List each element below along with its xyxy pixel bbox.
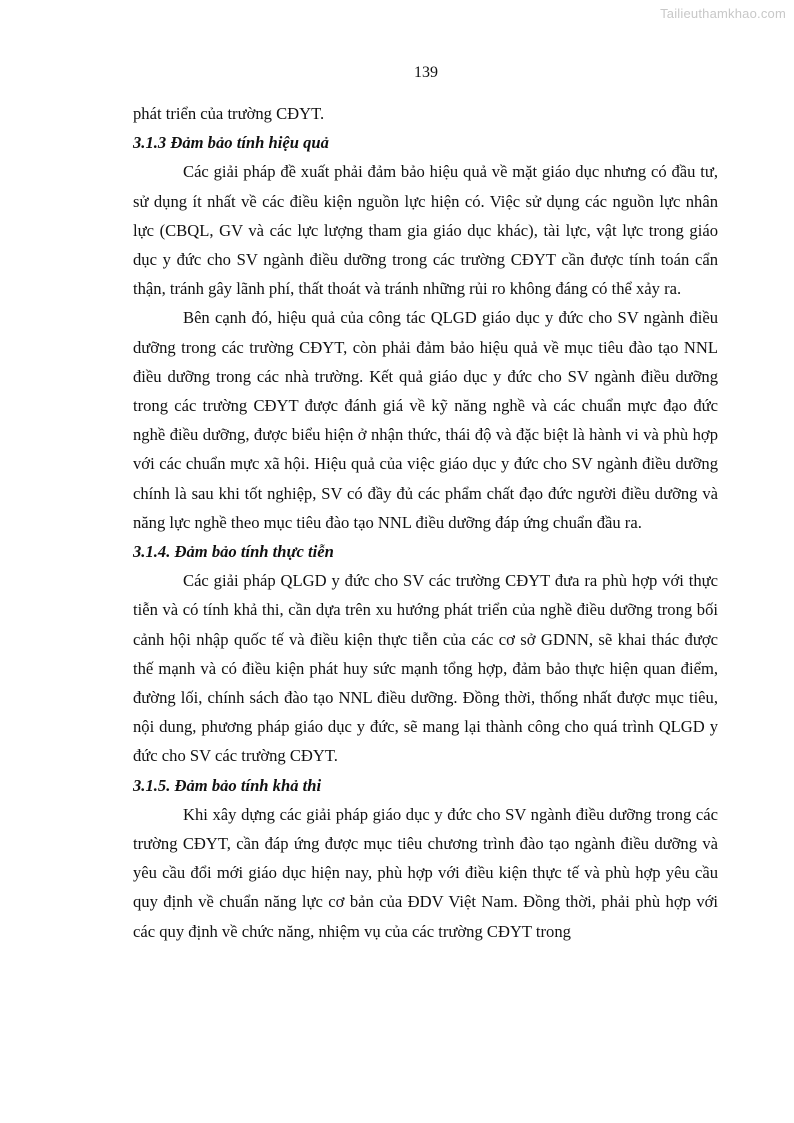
paragraph-continuation: phát triển của trường CĐYT. — [133, 104, 325, 123]
section-heading-3-1-5: 3.1.5. Đảm bảo tính khả thi — [133, 775, 322, 795]
paragraph: Các giải pháp QLGD y đức cho SV các trường CĐYT đưa ra phù hợp với thực tiễn và có tính khả thi, cần dựa trên xu hướng phát triển của nghề điều dưỡng trong bối cảnh hội nhập quốc tế và điều kiện thực tiễn của các cơ sở GDNN, sẽ khai thác được thế mạnh và có điều kiện phát huy sức mạnh tổng hợp, đảm bảo thực hiện quan điểm, đường lối, chính sách đào tạo NNL điều dưỡng. Đồng thời, thống nhất được mục tiêu, nội dung, phương pháp giáo dục y đức, sẽ mang lại thành công cho quá trình QLGD y đức cho SV các trường CĐYT. — [133, 571, 718, 766]
page-number: 139 — [414, 64, 438, 81]
document-body — [133, 99, 718, 946]
section-heading-3-1-4: 3.1.4. Đảm bảo tính thực tiễn — [133, 542, 334, 562]
paragraph: Bên cạnh đó, hiệu quả của công tác QLGD giáo dục y đức cho SV ngành điều dưỡng trong các trường CĐYT, còn phải đảm bảo hiệu quả về mục tiêu đào tạo NNL điều dưỡng trong các nhà trường. Kết quả giáo dục y đức cho SV ngành điều dưỡng trong các trường CĐYT được đánh giá về kỹ năng nghề và các chuẩn mực đạo đức nghề điều dưỡng, được biểu hiện ở nhận thức, thái độ và đặc biệt là hành vi và phù hợp với các chuẩn mực xã hội. Hiệu quả của việc giáo dục y đức cho SV ngành điều dưỡng chính là sau khi tốt nghiệp, SV có đầy đủ các phẩm chất đạo đức người điều dưỡng và năng lực nghề theo mục tiêu đào tạo NNL điều dưỡng đáp ứng chuẩn đầu ra. — [133, 308, 718, 532]
section-heading-3-1-3: 3.1.3 Đảm bảo tính hiệu quả — [133, 133, 329, 153]
paragraph: Các giải pháp đề xuất phải đảm bảo hiệu quả về mặt giáo dục nhưng có đầu tư, sử dụng ít nhất về các điều kiện nguồn lực hiện có. Việc sử dụng các nguồn lực nhân lực (CBQL, GV và các lực lượng tham gia giáo dục khác), tài lực, vật lực trong giáo dục y đức cho SV ngành điều dưỡng trong các trường CĐYT cần được tính toán cẩn thận, tránh gây lãnh phí, thất thoát và tránh những rủi ro không đáng có thể xảy ra. — [133, 162, 718, 299]
paragraph: Khi xây dựng các giải pháp giáo dục y đức cho SV ngành điều dưỡng trong các trường CĐYT, cần đáp ứng được mục tiêu chương trình đào tạo ngành điều dưỡng và yêu cầu đổi mới giáo dục hiện nay, phù hợp với điều kiện thực tế và phù hợp yêu cầu quy định về chuẩn năng lực cơ bản của ĐDV Việt Nam. Đồng thời, phải phù hợp với các quy định về chức năng, nhiệm vụ của các trường CĐYT trong — [133, 804, 718, 941]
watermark: Tailieuthamkhao.com — [660, 6, 786, 21]
